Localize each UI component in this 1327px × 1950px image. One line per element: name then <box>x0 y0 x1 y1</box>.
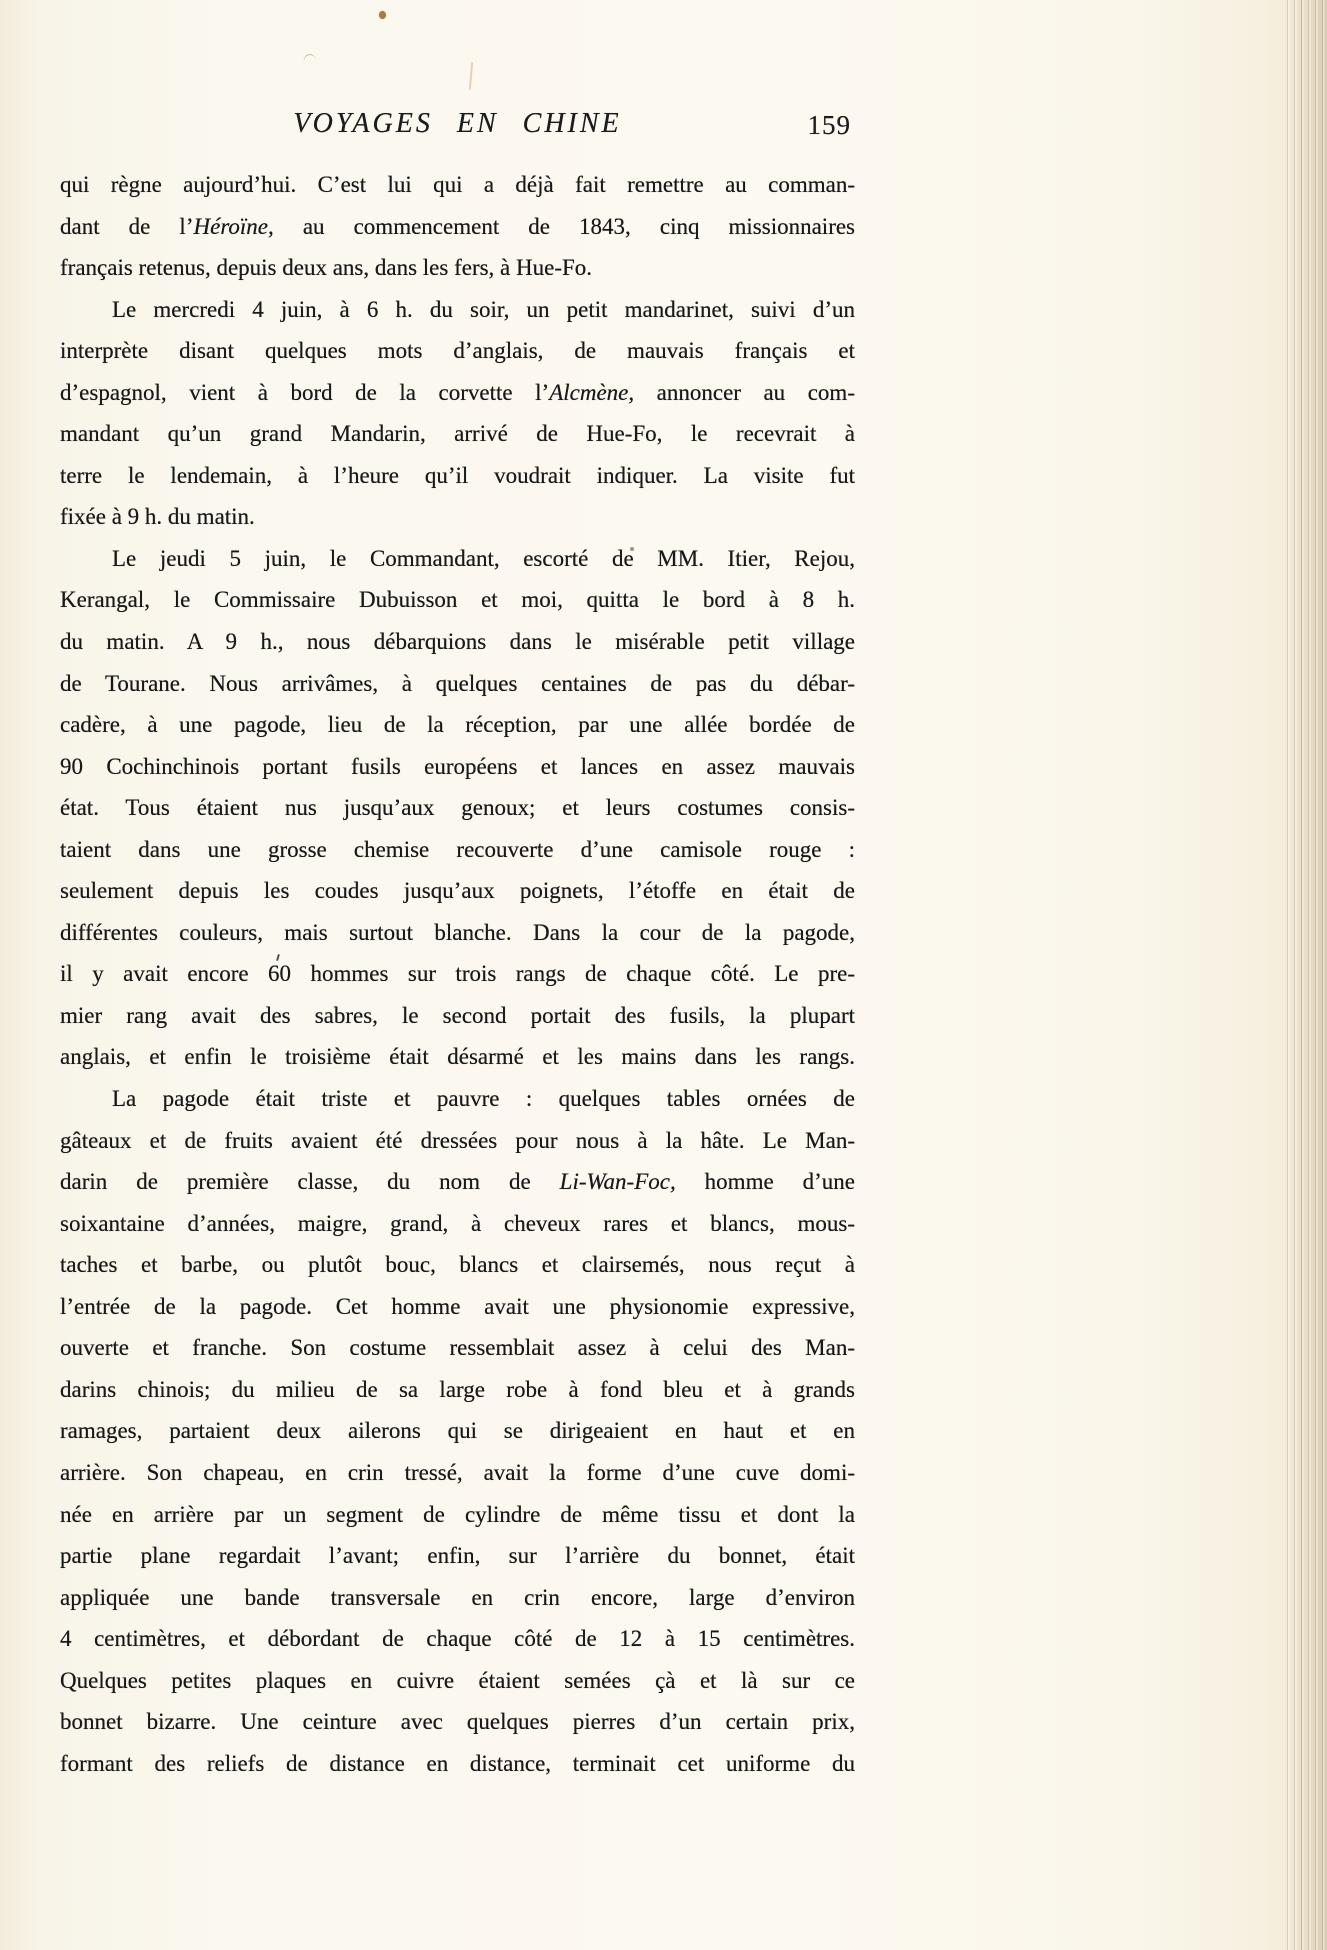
text-line: seulement depuis les coudes jusqu’aux poignets, l’étoffe en était de <box>60 878 855 904</box>
text-line: soixantaine d’années, maigre, grand, à cheveux rares et blancs, mous- <box>60 1210 855 1236</box>
text-line: 4 centimètres, et débordant de chaque côté de 12 à 15 centimètres. <box>60 1626 855 1652</box>
text-line: mier rang avait des sabres, le second portait des fusils, la plupart <box>60 1002 855 1028</box>
text-line: fixée à 9 h. du matin. <box>60 504 255 530</box>
running-title: VOYAGES EN CHINE <box>293 108 622 139</box>
italic-proper-name: Li-Wan-Foc, <box>559 1169 676 1195</box>
text-line: taches et barbe, ou plutôt bouc, blancs et clairsemés, nous reçut à <box>60 1252 855 1278</box>
text-line: 90 Cochinchinois portant fusils européens et lances en assez mauvais <box>60 753 855 779</box>
text-line: taient dans une grosse chemise recouverte d’une camisole rouge : <box>60 836 855 862</box>
text-line: qui règne aujourd’hui. C’est lui qui a déjà fait remettre au comman- <box>60 172 855 197</box>
text-line: bonnet bizarre. Une ceinture avec quelques pierres d’un certain prix, <box>60 1709 855 1735</box>
italic-proper-name: Héroïne, <box>193 213 274 239</box>
text-line: cadère, à une pagode, lieu de la réception, par une allée bordée de <box>60 712 855 738</box>
text-line: état. Tous étaient nus jusqu’aux genoux; et leurs costumes consis- <box>60 795 855 821</box>
text-line: l’entrée de la pagode. Cet homme avait une physionomie expressive, <box>60 1293 855 1319</box>
text-line: arrière. Son chapeau, en crin tressé, avait la forme d’une cuve domi- <box>60 1459 855 1485</box>
text-line: darin de première classe, du nom de Li-Wan-Foc, homme d’une <box>60 1169 855 1195</box>
text-line: née en arrière par un segment de cylindre de même tissu et dont la <box>60 1501 855 1527</box>
paper-speck <box>379 11 386 19</box>
paragraph <box>60 289 855 538</box>
text-line: du matin. A 9 h., nous débarquions dans le misérable petit village <box>60 629 855 655</box>
text-line: La pagode était triste et pauvre : quelques tables ornées de <box>112 1086 855 1112</box>
text-line: gâteaux et de fruits avaient été dressées pour nous à la hâte. Le Man- <box>60 1127 855 1153</box>
text-line: français retenus, depuis deux ans, dans les fers, à Hue-Fo. <box>60 255 593 281</box>
text-line: ouverte et franche. Son costume ressemblait assez à celui des Man- <box>60 1335 855 1361</box>
italic-proper-name: Alcmène, <box>549 379 635 405</box>
paper-speck <box>302 53 317 65</box>
paragraph <box>60 538 855 1078</box>
text-line: d’espagnol, vient à bord de la corvette l’Alcmène, annoncer au com- <box>60 379 855 405</box>
page-edge-line <box>1301 0 1302 1950</box>
text-line: terre le lendemain, à l’heure qu’il voudrait indiquer. La visite fut <box>60 462 855 488</box>
text-line: mandant qu’un grand Mandarin, arrivé de Hue-Fo, le recevrait à <box>60 421 855 447</box>
text-line: Le mercredi 4 juin, à 6 h. du soir, un petit mandarinet, suivi d’un <box>112 296 855 322</box>
text-line: formant des reliefs de distance en distance, terminait cet uniforme du <box>60 1750 855 1776</box>
text-line: appliquée une bande transversale en crin encore, large d’environ <box>60 1584 855 1610</box>
text-line: de Tourane. Nous arrivâmes, à quelques centaines de pas du débar- <box>60 670 855 696</box>
text-line: Quelques petites plaques en cuivre étaient semées çà et là sur ce <box>60 1667 855 1693</box>
body-text-block <box>60 164 855 1784</box>
paragraph <box>60 1078 855 1784</box>
text-line: interprète disant quelques mots d’anglais, de mauvais français et <box>60 338 855 364</box>
text-line: Kerangal, le Commissaire Dubuisson et moi, quitta le bord à 8 h. <box>60 587 855 613</box>
text-line: anglais, et enfin le troisième était désarmé et les mains dans les rangs. <box>60 1044 855 1070</box>
text-line: partie plane regardait l’avant; enfin, sur l’arrière du bonnet, était <box>60 1543 855 1569</box>
text-line: Le jeudi 5 juin, le Commandant, escorté de MM. Itier, Rejou, <box>112 545 855 571</box>
paragraph <box>60 164 855 289</box>
text-line: ramages, partaient deux ailerons qui se dirigeaient en haut et en <box>60 1418 855 1444</box>
page-number: 159 <box>807 110 851 140</box>
running-head <box>60 108 855 150</box>
text-line: dant de l’Héroïne, au commencement de 1843, cinq missionnaires <box>60 213 855 239</box>
page-edge-stripes <box>1283 0 1327 1950</box>
text-line: il y avait encore 60 hommes sur trois rangs de chaque côté. Le pre- <box>60 961 855 987</box>
text-line: différentes couleurs, mais surtout blanche. Dans la cour de la pagode, <box>60 919 855 945</box>
text-line: darins chinois; du milieu de sa large robe à fond bleu et à grands <box>60 1376 855 1402</box>
paper-speck <box>469 62 473 90</box>
